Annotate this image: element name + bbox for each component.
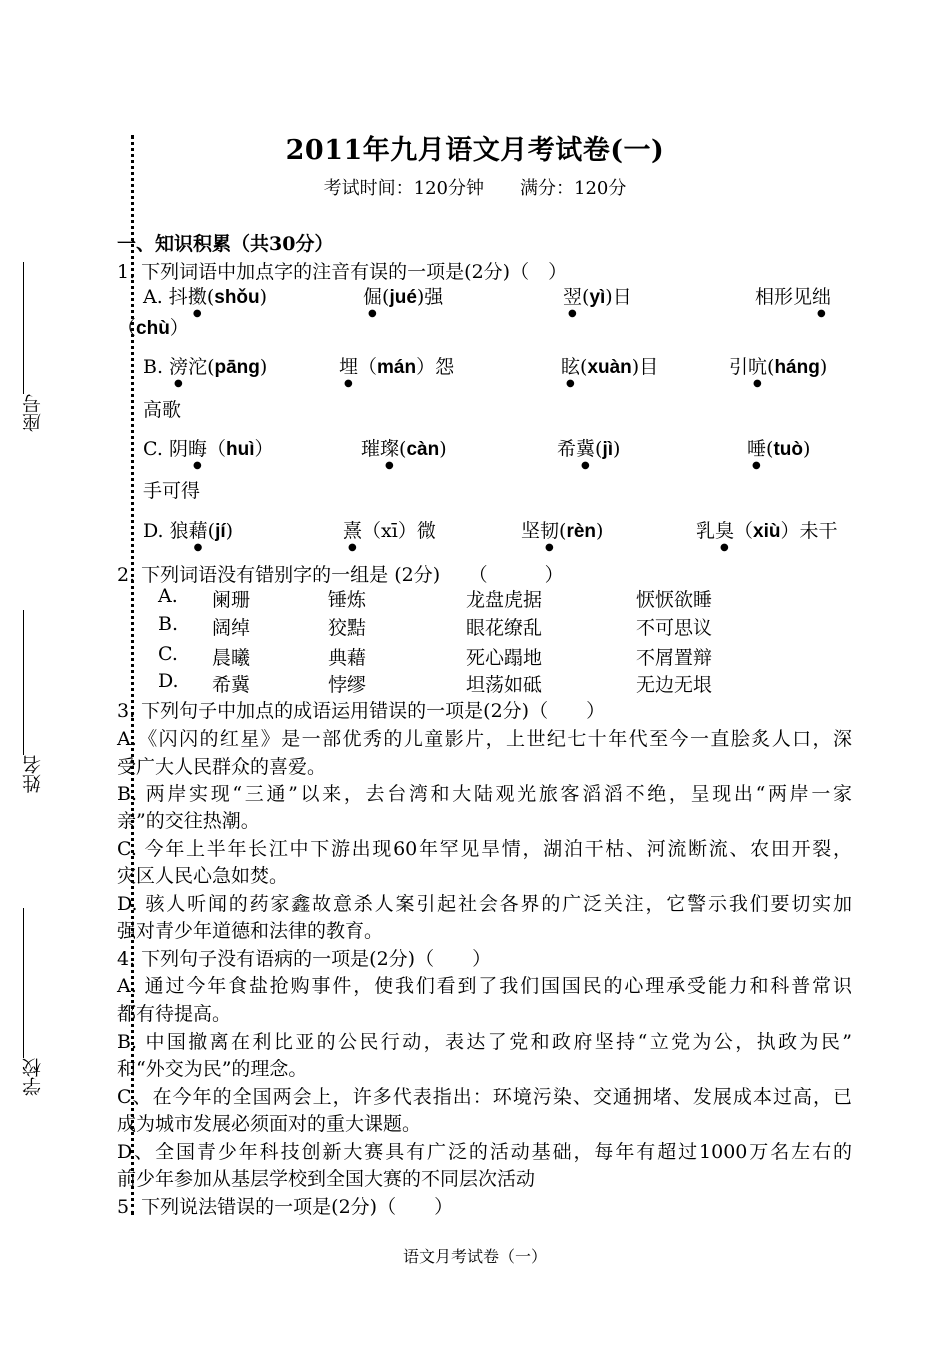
q1-option-c: C. 阴晦（huì） 璀璨(càn) 希冀(jì) 唾(tuò): [143, 438, 811, 460]
q1-option-a-cont: （chù）: [117, 317, 189, 339]
q4-stem: 4. 下列句子没有语病的一项是(2分)（ ）: [117, 948, 492, 970]
q2-row-a: A. 阑珊 锤炼 龙盘虎据 恹恹欲睡: [158, 585, 713, 611]
exam-info: 考试时间：120分钟 满分：120分: [323, 178, 627, 199]
page-title: 2011年九月语文月考试卷(一): [285, 135, 665, 166]
q3-option-d-cont: 强对青少年道德和法律的教育。: [117, 920, 384, 942]
q1-option-b-cont: 高歌: [143, 399, 182, 421]
name-blank: [22, 610, 24, 755]
q3-option-c-cont: 灾区人民心急如焚。: [117, 865, 289, 887]
q1-stem: 1. 下列词语中加点字的注音有误的一项是(2分)（ ）: [117, 261, 568, 283]
school-field: [22, 908, 44, 1096]
q4-option-d: D、全国青少年科技创新大赛具有广泛的活动基础，每年有超过1000万名左右的: [117, 1141, 852, 1163]
q5-stem: 5. 下列说法错误的一项是(2分)（ ）: [117, 1196, 454, 1218]
q3-option-c: C. 今年上半年长江中下游出现60年罕见旱情，湖泊干枯、河流断流、农田开裂，: [117, 838, 852, 860]
q3-option-d: D. 骇人听闻的药家鑫故意杀人案引起社会各界的广泛关注，它警示我们要切实加: [117, 893, 852, 915]
q3-stem: 3. 下列句子中加点的成语运用错误的一项是(2分)（ ）: [117, 700, 606, 722]
q3-option-a-cont: 受广大人民群众的喜爱。: [117, 756, 327, 778]
q2-row-c: C. 晨曦 典藉 死心蹋地 不屑置辩: [158, 643, 713, 669]
q4-option-c: C、在今年的全国两会上，许多代表指出：环境污染、交通拥堵、发展成本过高，已: [117, 1086, 852, 1108]
q1-option-b: B. 滂沱(pāng) 埋（mán）怨 眩(xuàn)目 引吭(háng): [143, 356, 828, 378]
q1-option-c-cont: 手可得: [143, 480, 201, 502]
q4-option-b-cont: 和“外交为民”的理念。: [117, 1058, 308, 1080]
section-heading: 一、知识积累（共30分）: [117, 233, 334, 255]
q3-option-b-cont: 亲”的交往热潮。: [117, 810, 260, 832]
seat-label: 座号: [22, 394, 44, 432]
q4-option-b: B. 中国撤离在利比亚的公民行动，表达了党和政府坚持“立党为公，执政为民”: [117, 1031, 852, 1053]
q2-row-b: B. 阔绰 狡黠 眼花缭乱 不可思议: [158, 613, 713, 639]
q3-option-a: A.《闪闪的红星》是一部优秀的儿童影片，上世纪七十年代至今一直脍炙人口，深: [117, 728, 852, 750]
name-field: [22, 610, 44, 793]
q4-option-d-cont: 前少年参加从基层学校到全国大赛的不同层次活动: [117, 1168, 536, 1190]
q2-row-d: D. 希冀 悖缪 坦荡如砥 无边无垠: [158, 670, 713, 696]
q2-stem: 2. 下列词语没有错别字的一组是 (2分) （ ）: [117, 564, 564, 586]
q4-option-a-cont: 都有待提高。: [117, 1003, 232, 1025]
q1-option-d: D. 狼藉(jí) 熹（xī）微 坚韧(rèn) 乳臭（xiù）未干: [143, 520, 838, 542]
seat-blank: [22, 262, 24, 394]
q4-option-a: A. 通过今年食盐抢购事件，使我们看到了我们国国民的心理承受能力和科普常识: [117, 975, 852, 997]
page-footer: 语文月考试卷（一）: [402, 1247, 547, 1266]
seat-field: [22, 262, 44, 432]
name-label: 姓名: [22, 755, 44, 793]
q1-option-a: A. 抖擞(shǒu) 倔(jué)强 翌(yì)日 相形见绌: [143, 286, 832, 308]
q3-option-b: B. 两岸实现“三通”以来，去台湾和大陆观光旅客滔滔不绝，呈现出“两岸一家: [117, 783, 852, 805]
school-label: 学校: [22, 1058, 44, 1096]
q4-option-c-cont: 成为城市发展必须面对的重大课题。: [117, 1113, 422, 1135]
school-blank: [22, 908, 24, 1058]
